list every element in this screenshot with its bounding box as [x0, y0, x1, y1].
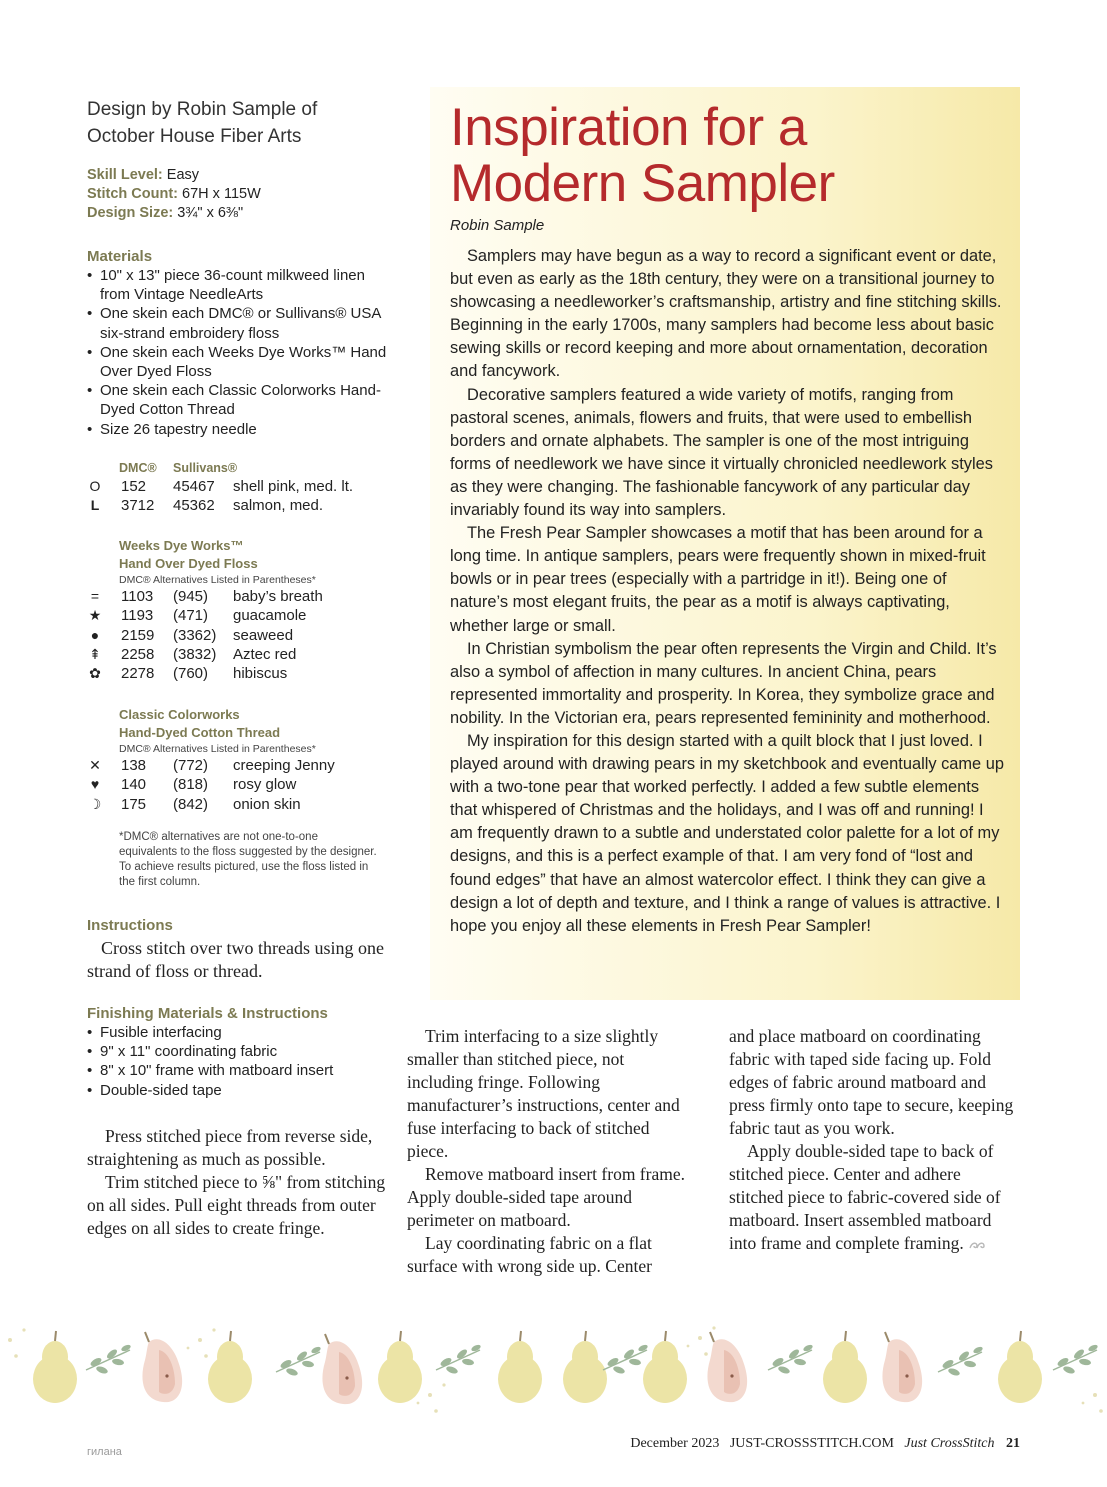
- watermark-text: гилана: [87, 1446, 122, 1458]
- list-item: • One skein each Weeks Dye Works™ Hand Over Dyed Floss: [87, 343, 387, 381]
- list-item: • 8" x 10" frame with matboard insert: [87, 1061, 387, 1080]
- dmc-alternatives-footnote: *DMC® alternatives are not one-to-one equivalents to the floss suggested by the designer. To achieve results pictured, use the floss listed in the first column.: [119, 831, 377, 888]
- stitch-symbol-icon: O: [89, 478, 101, 494]
- paragraph: Press stitched piece from reverse side, straightening as much as possible.: [87, 1126, 373, 1169]
- spec-design-size: Design Size: 3¾" x 6⅜": [87, 205, 244, 221]
- paragraph: Remove matboard insert from frame. Apply double-sided tape around perimeter on matboard.: [407, 1164, 685, 1230]
- table-row: ☽ 175 (842) onion skin: [88, 795, 301, 813]
- credit-line: October House Fiber Arts: [87, 126, 302, 147]
- footer-date: December 2023: [630, 1436, 720, 1451]
- table-row: ● 2159 (3362) seaweed: [87, 626, 387, 645]
- table-row: = 1103 (945) baby’s breath: [87, 587, 387, 606]
- stitch-symbol-icon: ⇞: [89, 645, 101, 662]
- list-item: • Double-sided tape: [87, 1081, 387, 1100]
- list-item: • One skein each DMC® or Sullivans® USA six-strand embroidery floss: [87, 304, 387, 342]
- finishing-materials-list: [87, 1023, 387, 1100]
- page-number: 21: [1006, 1436, 1020, 1451]
- stitch-symbol-icon: ●: [90, 626, 100, 643]
- paragraph: Lay coordinating fabric on a flat surface with wrong side up. Center: [407, 1233, 652, 1276]
- stitch-symbol-icon: L: [90, 497, 100, 514]
- page-footer: [600, 1436, 1020, 1452]
- end-mark-icon: [968, 1240, 988, 1250]
- finishing-column-1: [87, 1125, 387, 1240]
- classic-colorworks-key: [87, 706, 387, 814]
- footer-magazine-name: Just CrossStitch: [904, 1436, 995, 1451]
- design-credit: [87, 96, 387, 150]
- paragraph: In Christian symbolism the pear often represents the Virgin and Child. It’s also a symbol of affection in many cultures. In ancient China, pears represented immortality and prosperity. In Korea, they symbolize grace and nobility. In the Victorian era, pears represented femininity and motherhood.: [450, 639, 997, 727]
- table-row: ✕ 138 (772) creeping Jenny: [87, 756, 387, 775]
- instructions-text: Cross stitch over two threads using one strand of floss or thread.: [87, 938, 384, 981]
- stitch-symbol-icon: ✿: [89, 665, 101, 682]
- instructions-heading: Instructions: [87, 917, 173, 934]
- table-row: O 152 45467 shell pink, med. lt.: [87, 477, 387, 496]
- finishing-heading: Finishing Materials & Instructions: [87, 1005, 328, 1022]
- finishing-column-3: [729, 1025, 1019, 1255]
- paragraph: Trim stitched piece to ⅝" from stitching on all sides. Pull eight threads from outer edges on all sides to create fringe.: [87, 1172, 386, 1238]
- materials-section: [87, 247, 387, 439]
- list-item: • One skein each Classic Colorworks Hand-Dyed Cotton Thread: [87, 381, 387, 419]
- spec-stitch-count: Stitch Count: 67H x 115W: [87, 186, 261, 202]
- table-row: ♥ 140 (818) rosy glow: [87, 775, 387, 794]
- table-row: ★ 1193 (471) guacamole: [88, 607, 307, 625]
- paragraph: My inspiration for this design started with a quilt block that I just loved. I played around with drawing pears in my sketchbook and eventually came up with a two-tone pear that worked perfectly. I added a few subtle elements that whispered of Christmas and the holidays, and I was off and running! I am frequently drawn to a subtle and understated color palette for a lot of my designs, and this is a perfect example of that. I am very fond of “lost and found edges” that have an almost watercolor effect. I think they can give a design a lot of depth and texture, and I think a range of values is attractive. I hope you enjoy all these elements in Fresh Pear Sampler!: [450, 731, 1004, 935]
- weeks-key-note: DMC® Alternatives Listed in Parentheses*: [119, 574, 316, 586]
- paragraph: Samplers may have begun as a way to record a significant event or date, but even as early as the 18th century, they were on a transitional journey to showcasing a needleworker’s craftsmanship, artistry and fine stitching skills. Beginning in the early 1700s, many samplers had become less about basic sewing skills or record keeping and more about ornamentation, decoration and fancywork.: [450, 247, 1002, 381]
- stitch-symbol-icon: ♥: [90, 776, 100, 793]
- materials-list: [87, 266, 387, 439]
- materials-heading: Materials: [87, 248, 153, 265]
- feature-author: Robin Sample: [450, 217, 545, 234]
- paragraph: Decorative samplers featured a wide variety of motifs, ranging from pastoral scenes, animals, flowers and fruits, that were used to embellish borders and ornate alphabets. The sampler is one of the most intriguing forms of needlework we have since it virtually chronicled needlework styles as they were changing. The fashionable fancywork of any particular day invariably found its way into samplers.: [450, 385, 993, 520]
- table-row: ⇞ 2258 (3832) Aztec red: [87, 645, 387, 664]
- stitch-symbol-icon: ★: [88, 607, 102, 624]
- table-row: ✿ 2278 (760) hibiscus: [87, 664, 387, 683]
- paragraph: The Fresh Pear Sampler showcases a motif that has been around for a long time. In antique samplers, pears were frequently shown in mixed-fruit bowls or in pear trees (especially with a partridge in it!). Being one of nature’s most elegant fruits, the pear as a motif is always captivating, whether large or small.: [450, 524, 986, 635]
- weeks-key-subheading: Hand Over Dyed Floss: [119, 556, 258, 571]
- stitch-symbol-icon: ☽: [88, 795, 102, 812]
- classic-key-heading: Classic Colorworks: [119, 707, 240, 722]
- paragraph: and place matboard on coordinating fabric with taped side facing up. Fold edges of fabric around matboard and press firmly onto tape to secure, keeping fabric taut as you work.: [729, 1026, 1014, 1138]
- dmc-color-key: [87, 459, 387, 516]
- weeks-key-heading: Weeks Dye Works™: [119, 538, 244, 553]
- feature-title: Inspiration for a Modern Sampler: [450, 98, 835, 213]
- footer-website: JUST-CROSSSTITCH.COM: [729, 1436, 894, 1451]
- stitch-symbol-icon: ✕: [89, 757, 101, 773]
- weeks-dye-works-key: [87, 537, 387, 683]
- credit-line: Design by Robin Sample of: [87, 99, 318, 120]
- paragraph: Apply double-sided tape to back of stitched piece. Center and adhere stitched piece to fabric-covered side of matboard. Insert assembled matboard into frame and complete framing.: [729, 1141, 1001, 1253]
- spec-skill-level: Skill Level: Easy: [87, 167, 200, 183]
- classic-key-subheading: Hand-Dyed Cotton Thread: [119, 725, 281, 740]
- dmc-key-header: DMC® Sullivans®: [119, 461, 238, 475]
- design-specs: [87, 166, 387, 223]
- list-item: • Size 26 tapestry needle: [87, 420, 387, 439]
- pear-border-illustration: [0, 1310, 1107, 1420]
- feature-article: [450, 245, 1005, 938]
- list-item: • 9" x 11" coordinating fabric: [87, 1042, 387, 1061]
- finishing-column-2: [407, 1025, 689, 1278]
- table-row: L 3712 45362 salmon, med.: [87, 496, 387, 515]
- classic-key-note: DMC® Alternatives Listed in Parentheses*: [119, 743, 316, 755]
- list-item: • Fusible interfacing: [87, 1023, 387, 1042]
- list-item: • 10" x 13" piece 36-count milkweed linen from Vintage NeedleArts: [87, 266, 387, 304]
- stitch-symbol-icon: =: [90, 588, 100, 604]
- paragraph: Trim interfacing to a size slightly smaller than stitched piece, not including fringe. Following manufacturer’s instructions, center and fuse interfacing to back of stitched piece.: [407, 1026, 680, 1161]
